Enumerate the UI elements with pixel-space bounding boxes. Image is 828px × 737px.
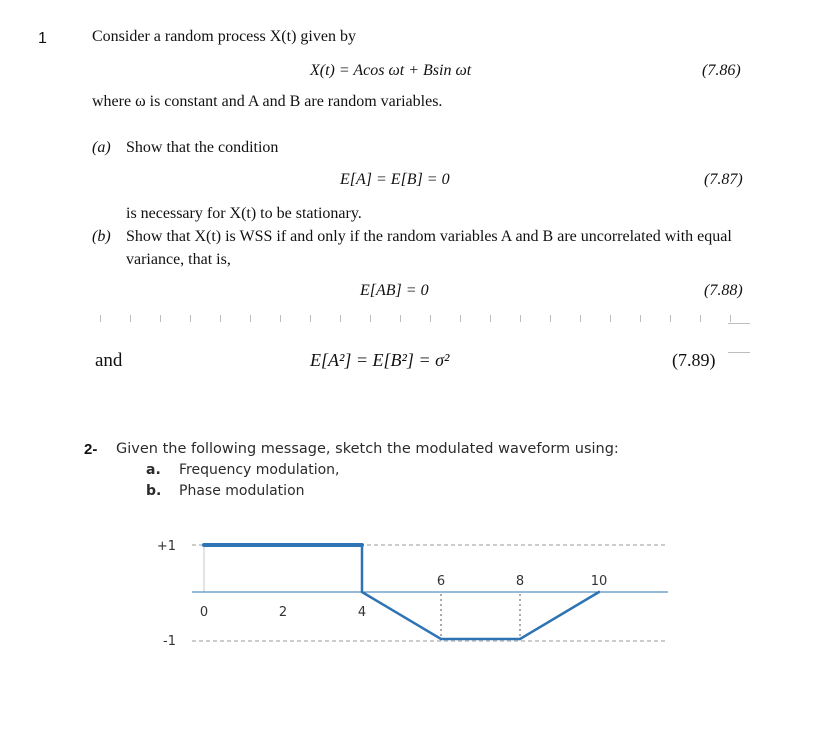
x-tick-label-2: 2 (278, 605, 288, 620)
question-number-1: 1 (38, 30, 47, 47)
x-tick-label-4: 4 (357, 605, 367, 620)
equation-tag-7-86: (7.86) (702, 62, 741, 79)
part-b-label: (b) (92, 228, 111, 245)
part-b-continued: variance, that is, (126, 251, 231, 268)
part-a-after: is necessary for X(t) to be stationary. (126, 205, 362, 222)
and-word: and (95, 350, 123, 371)
q2-item-marker-b: b. (146, 483, 162, 499)
question-number-2: 2- (84, 441, 98, 458)
x-tick-label-6: 6 (436, 574, 446, 589)
equation-tag-7-89: (7.89) (672, 350, 716, 370)
equation-7-89: E[A²] = E[B²] = σ² (310, 350, 450, 370)
part-b-text: Show that X(t) is WSS if and only if the random variables A and B are uncorrelated with equal (126, 228, 732, 245)
x-tick-label-10: 10 (590, 574, 608, 589)
q2-item-marker-a: a. (146, 462, 161, 478)
y-tick-label-minus1: -1 (163, 634, 176, 649)
equation-tag-7-87: (7.87) (704, 171, 743, 188)
x-tick-label-0: 0 (199, 605, 209, 620)
waveform-segment-3 (362, 592, 441, 639)
equation-7-88: E[AB] = 0 (360, 282, 429, 299)
q1-intro: Consider a random process X(t) given by (92, 28, 356, 45)
part-a-text: Show that the condition (126, 139, 279, 156)
equation-7-86: X(t) = Acos ωt + Bsin ωt (310, 62, 472, 79)
equation-7-87: E[A] = E[B] = 0 (340, 171, 450, 188)
q2-item-b: Phase modulation (179, 483, 305, 499)
q2-intro: Given the following message, sketch the modulated waveform using: (116, 441, 619, 457)
equation-tag-7-88: (7.88) (704, 282, 743, 299)
part-a-label: (a) (92, 139, 111, 156)
q2-item-a: Frequency modulation, (179, 462, 340, 478)
waveform-segment-5 (520, 592, 599, 639)
q1-where-line: where ω is constant and A and B are random variables. (92, 93, 443, 110)
x-tick-label-8: 8 (515, 574, 525, 589)
y-tick-label-plus1: +1 (156, 539, 176, 554)
